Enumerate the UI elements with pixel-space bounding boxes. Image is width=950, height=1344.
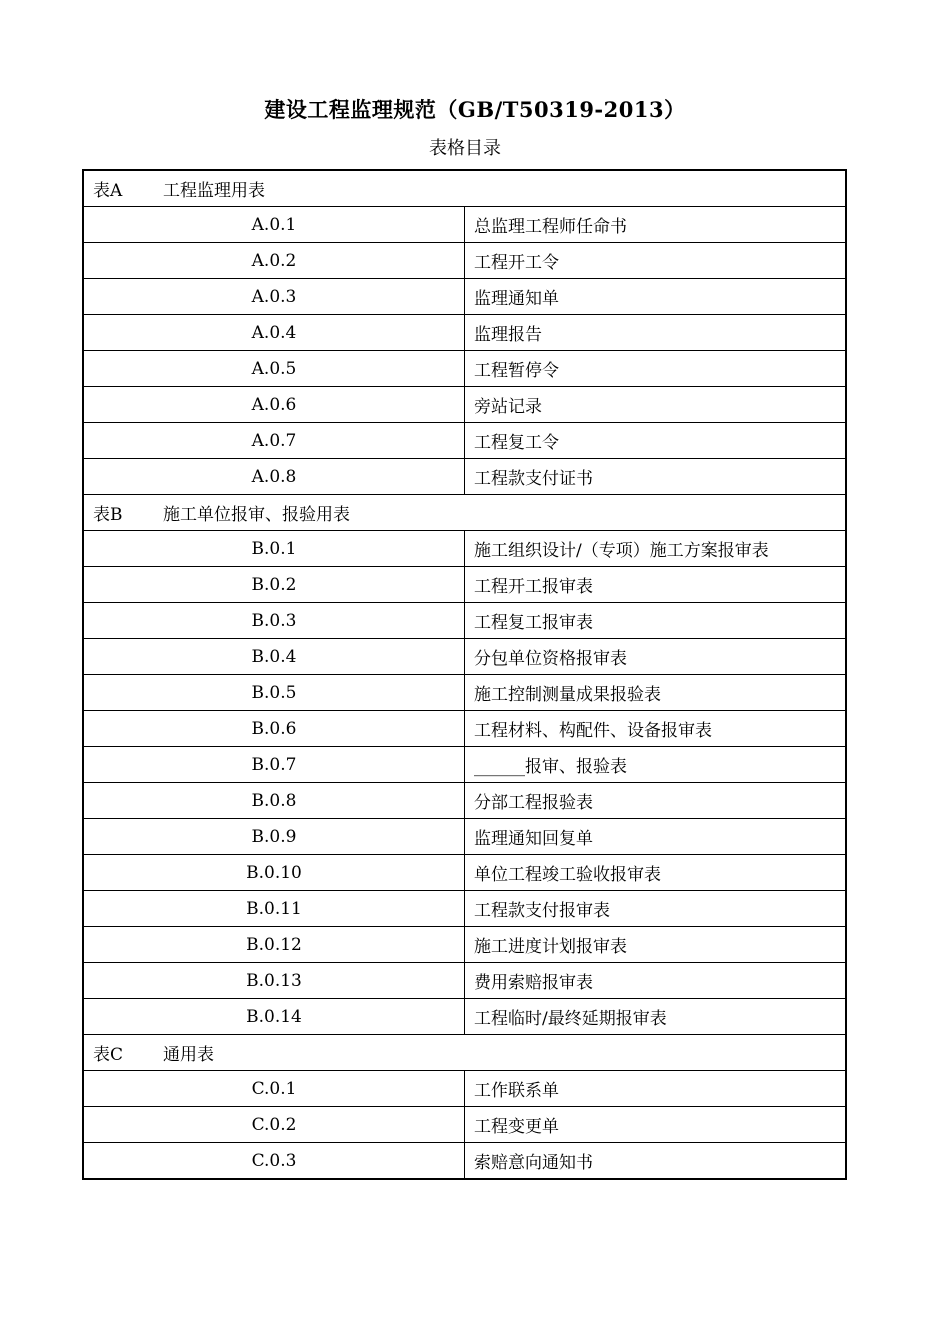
form-row [83,243,846,279]
form-code: A.0.8 [83,459,465,495]
form-row [83,351,846,387]
section-title: 工程监理用表 [163,181,265,201]
form-catalog-table [82,169,847,1180]
form-name: 旁站记录 [465,387,847,423]
section-label: 表B [93,505,123,525]
form-code: B.0.6 [83,711,465,747]
form-code: A.0.3 [83,279,465,315]
form-row [83,747,846,783]
section-label: 表C [93,1045,124,1065]
section-title: 通用表 [163,1045,214,1065]
form-catalog-body [83,170,846,1179]
form-name: 工作联系单 [465,1071,847,1107]
form-row [83,819,846,855]
form-code: B.0.8 [83,783,465,819]
form-name: 工程开工报审表 [465,567,847,603]
form-row [83,891,846,927]
form-code: A.0.2 [83,243,465,279]
form-code: B.0.3 [83,603,465,639]
form-row [83,711,846,747]
form-row [83,207,846,243]
form-code: A.0.5 [83,351,465,387]
form-name: 工程复工令 [465,423,847,459]
form-row [83,567,846,603]
section-header [83,1035,846,1071]
form-name: 监理通知回复单 [465,819,847,855]
document-title: 建设工程监理规范（GB/T50319-2013） [264,97,686,122]
form-name: 施工控制测量成果报验表 [465,675,847,711]
form-row [83,279,846,315]
form-row [83,855,846,891]
form-row [83,963,846,999]
form-row [83,675,846,711]
form-code: B.0.2 [83,567,465,603]
form-code: C.0.3 [83,1143,465,1180]
form-code: A.0.4 [83,315,465,351]
form-name: 索赔意向通知书 [465,1143,847,1180]
form-row [83,387,846,423]
form-row [83,783,846,819]
form-code: B.0.5 [83,675,465,711]
form-name: 工程开工令 [465,243,847,279]
form-code: B.0.14 [83,999,465,1035]
section-header [83,170,846,207]
form-row [83,459,846,495]
section-row [83,1035,846,1071]
form-row [83,1143,846,1180]
form-row [83,927,846,963]
form-row [83,603,846,639]
form-name: 工程复工报审表 [465,603,847,639]
form-name: 工程款支付证书 [465,459,847,495]
form-code: B.0.7 [83,747,465,783]
form-name: 工程款支付报审表 [465,891,847,927]
form-name: 总监理工程师任命书 [465,207,847,243]
form-code: C.0.2 [83,1107,465,1143]
form-code: B.0.11 [83,891,465,927]
form-code: B.0.13 [83,963,465,999]
form-name: 监理报告 [465,315,847,351]
document-subtitle: 表格目录 [429,138,501,159]
section-row [83,495,846,531]
form-code: B.0.10 [83,855,465,891]
form-code: A.0.6 [83,387,465,423]
form-name: 施工进度计划报审表 [465,927,847,963]
form-name: 工程临时/最终延期报审表 [465,999,847,1035]
section-row [83,170,846,207]
form-name: 分包单位资格报审表 [465,639,847,675]
form-row [83,423,846,459]
section-label: 表A [93,181,123,201]
section-header [83,495,846,531]
form-row [83,1107,846,1143]
form-row [83,531,846,567]
form-row [83,1071,846,1107]
form-row [83,315,846,351]
form-code: A.0.7 [83,423,465,459]
form-name: 施工组织设计/（专项）施工方案报审表 [465,531,847,567]
section-title: 施工单位报审、报验用表 [163,505,350,525]
form-name: 工程暂停令 [465,351,847,387]
form-name: 工程材料、构配件、设备报审表 [465,711,847,747]
form-row [83,639,846,675]
form-code: A.0.1 [83,207,465,243]
form-name: 监理通知单 [465,279,847,315]
form-name: 工程变更单 [465,1107,847,1143]
form-code: B.0.4 [83,639,465,675]
form-row [83,999,846,1035]
form-code: B.0.9 [83,819,465,855]
form-name: 单位工程竣工验收报审表 [465,855,847,891]
form-name: 费用索赔报审表 [465,963,847,999]
form-code: B.0.1 [83,531,465,567]
form-name: 分部工程报验表 [465,783,847,819]
form-code: B.0.12 [83,927,465,963]
form-code: C.0.1 [83,1071,465,1107]
form-name: ______报审、报验表 [465,747,847,783]
